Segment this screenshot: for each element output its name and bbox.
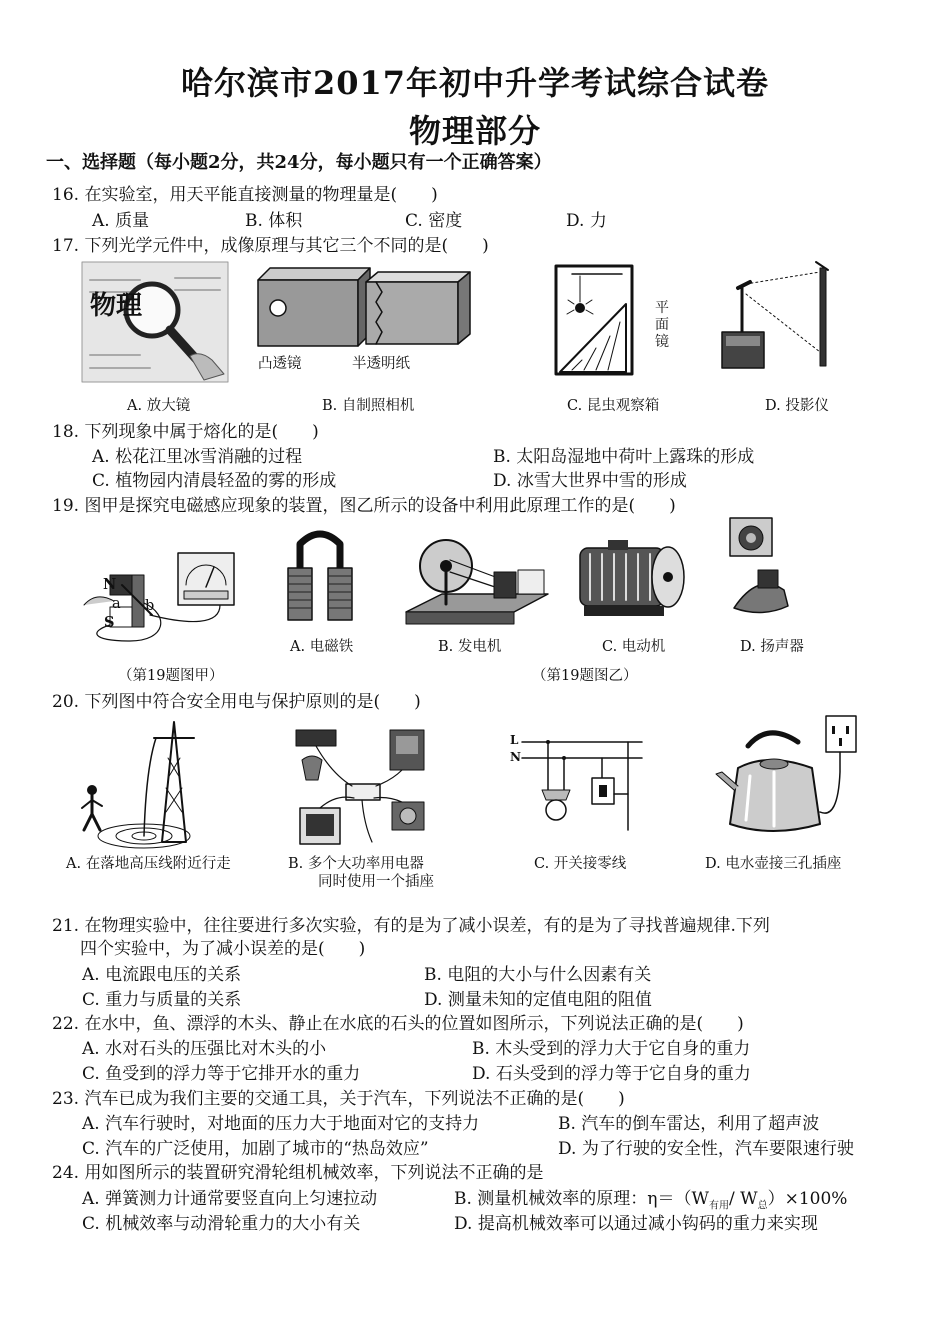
question-20-stem: 20. 下列图中符合安全用电与保护原则的是( ) [52,692,421,712]
south-pole-label: S [104,614,115,631]
figure-19-a-caption: （第19题图甲） [118,668,224,684]
q20-option-b-line2: 同时使用一个插座 [318,874,434,890]
paper-title: 哈尔滨市2017年初中升学考试综合试卷 [180,64,770,102]
question-19-stem: 19. 图甲是探究电磁感应现象的装置，图乙所示的设备中利用此原理工作的是( ) [52,496,676,516]
q23-option-c: C. 汽车的广泛使用，加剧了城市的“热岛效应” [82,1139,429,1159]
projector-image [716,262,836,374]
question-21-stem-line2: 四个实验中，为了减小误差的是( ) [80,939,366,959]
q16-option-b: B. 体积 [245,211,303,231]
q23-option-a: A. 汽车行驶时，对地面的压力大于地面对它的支持力 [82,1114,480,1134]
q16-option-d: D. 力 [566,211,607,231]
high-voltage-tower-image [74,718,204,848]
q21-option-d: D. 测量未知的定值电阻的阻值 [424,990,652,1010]
question-23-stem: 23. 汽车已成为我们主要的交通工具，关于汽车，下列说法不正确的是( ) [52,1089,625,1109]
q21-option-b: B. 电阻的大小与什么因素有关 [424,965,652,985]
q24-option-c: C. 机械效率与动滑轮重力的大小有关 [82,1214,361,1234]
q18-option-a: A. 松花江里冰雪消融的过程 [92,447,303,467]
magnifier-text: 物理 [90,291,143,321]
efficiency-formula-end: ）×100% [767,1189,848,1209]
paper-subtitle: 物理部分 [408,112,541,150]
q22-option-d: D. 石头受到的浮力等于它自身的重力 [472,1064,751,1084]
q18-option-b: B. 太阳岛湿地中荷叶上露珠的形成 [493,447,755,467]
q20-option-b-line1: B. 多个大功率用电器 [288,856,424,872]
q23-option-d: D. 为了行驶的安全性，汽车要限速行驶 [558,1139,854,1159]
useful-work-subscript: 有用 [708,1200,729,1212]
question-18-stem: 18. 下列现象中属于熔化的是( ) [52,422,319,442]
q17-option-d: D. 投影仪 [765,398,829,414]
q22-option-c: C. 鱼受到的浮力等于它排开水的重力 [82,1064,361,1084]
q16-option-a: A. 质量 [92,211,150,231]
efficiency-formula-mid: / W [728,1189,758,1209]
q20-option-d: D. 电水壶接三孔插座 [705,856,842,872]
q24-option-a: A. 弹簧测力计通常要竖直向上匀速拉动 [82,1189,378,1209]
question-17-stem: 17. 下列光学元件中，成像原理与其它三个不同的是( ) [52,236,489,256]
q17-option-c: C. 昆虫观察箱 [567,398,660,414]
electric-motor-image [570,540,694,620]
q18-option-c: C. 植物园内清晨轻盈的雾的形成 [92,471,337,491]
q22-option-b: B. 木头受到的浮力大于它自身的重力 [472,1039,751,1059]
induction-setup-image [70,545,242,655]
q17-option-a: A. 放大镜 [127,398,191,414]
electromagnet-image [284,528,358,624]
q19-option-d: D. 扬声器 [740,639,804,655]
q18-option-d: D. 冰雪大世界中雪的形成 [493,471,687,491]
convex-lens-label: 凸透镜 [258,356,302,372]
magnifier-image [80,260,230,385]
q19-option-c: C. 电动机 [602,639,666,655]
q16-option-c: C. 密度 [405,211,463,231]
q19-option-a: A. 电磁铁 [290,639,354,655]
section-heading: 一、选择题（每小题2分，共24分，每小题只有一个正确答案） [46,152,552,173]
figure-19-b-caption: （第19题图乙） [532,668,638,684]
q21-option-a: A. 电流跟电压的关系 [82,965,242,985]
question-22-stem: 22. 在水中，鱼、漂浮的木头、静止在水底的石头的位置如图所示，下列说法正确的是( ) [52,1014,744,1034]
q23-option-b: B. 汽车的倒车雷达，利用了超声波 [558,1114,820,1134]
question-24-stem: 24. 用如图所示的装置研究滑轮组机械效率，下列说法不正确的是 [52,1163,544,1183]
translucent-paper-label: 半透明纸 [352,356,410,372]
total-work-subscript: 总 [757,1200,768,1212]
q20-option-c: C. 开关接零线 [534,856,627,872]
camera-box-image [258,268,470,358]
plane-mirror-label: 平面镜 [655,300,669,350]
question-21-stem-line1: 21. 在物理实验中，往往要进行多次实验，有的是为了减小误差，有的是为了寻找普遍规律.下列 [52,916,770,936]
q21-option-c: C. 重力与质量的关系 [82,990,242,1010]
q19-option-b: B. 发电机 [438,639,502,655]
loudspeaker-image [728,516,792,624]
efficiency-formula-start: B. 测量机械效率的原理：η＝（W [454,1189,709,1209]
overloaded-socket-image [292,724,432,848]
live-wire-label: L [510,733,519,747]
kettle-image [716,712,876,844]
switch-wiring-image [506,734,646,834]
generator-image [402,532,550,632]
q22-option-a: A. 水对石头的压强比对木头的小 [82,1039,327,1059]
wire-end-b-label: b [145,598,155,614]
north-pole-label: N [103,576,117,593]
q24-option-d: D. 提高机械效率可以通过减小钩码的重力来实现 [454,1214,818,1234]
q17-option-b: B. 自制照相机 [322,398,415,414]
q24-option-b [454,1184,847,1211]
insect-box-image [552,266,642,378]
wire-end-a-label: a [112,596,121,612]
question-16-stem: 16. 在实验室，用天平能直接测量的物理量是( ) [52,185,438,205]
q20-option-a: A. 在落地高压线附近行走 [66,856,231,872]
neutral-wire-label: N [510,750,521,764]
